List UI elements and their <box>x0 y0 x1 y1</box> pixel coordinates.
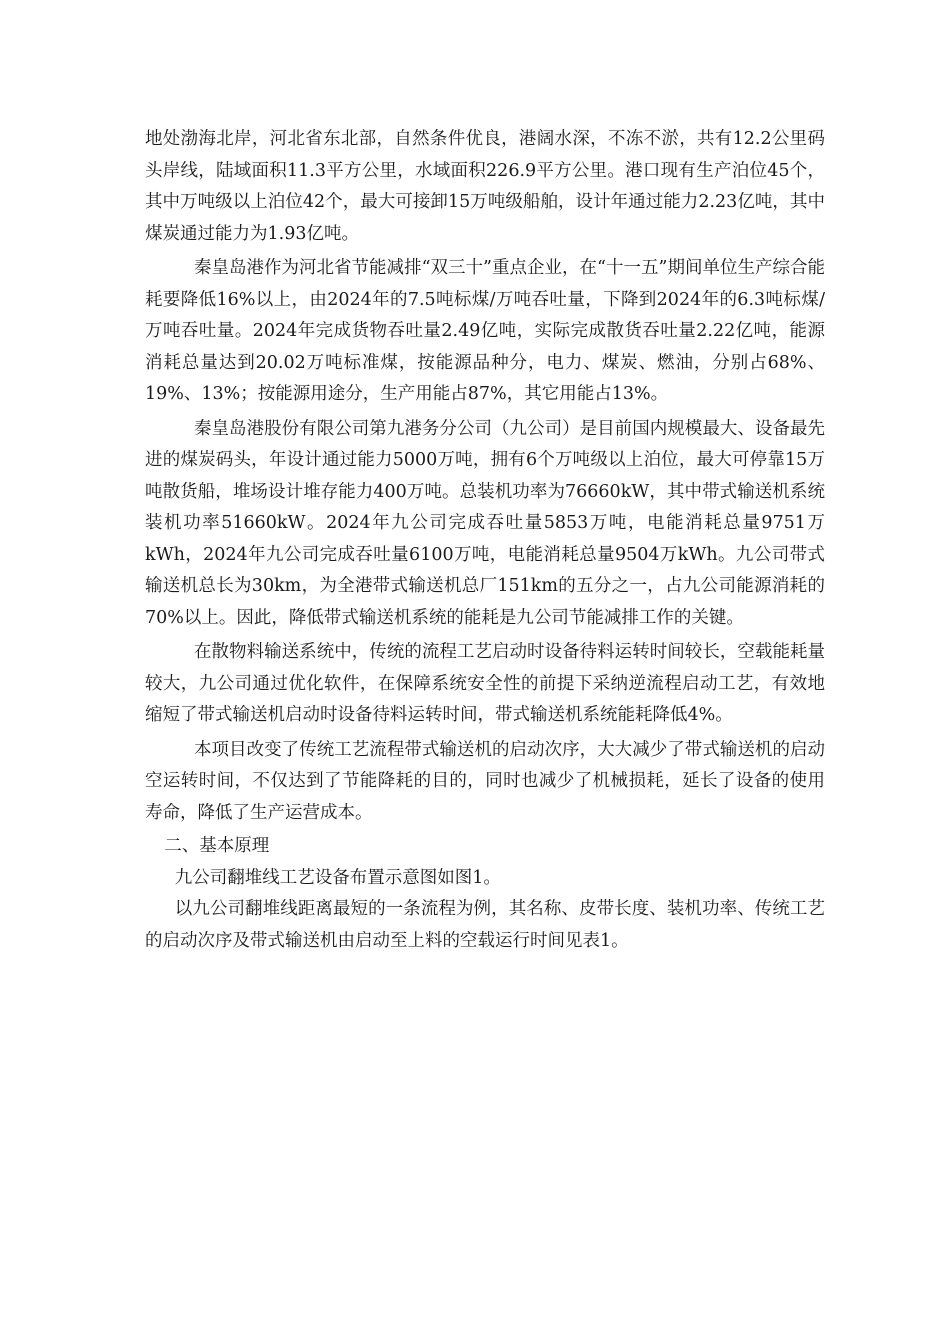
paragraph-figure-reference: 九公司翻堆线工艺设备布置示意图如图1。 <box>174 867 501 888</box>
paragraph-energy-saving: 秦皇岛港作为河北省节能减排“双三十”重点企业，在“十一五”期间单位生产综合能耗要降低16%以上，由2024年的7.5吨标煤/万吨吞吐量，下降到2024年的6.3吨标煤/万吨吞吐量。2024年完成货物吞吐量2.49亿吨，实际完成散货吞吐量2.22亿吨，能源消耗总量达到20.02万吨标准煤，按能源品种分，电力、煤炭、燃油，分别占68%、19%、13%；按能源用途分，生产用能占87%，其它用能占13%。 <box>145 258 825 404</box>
section-heading: 二、基本原理 <box>164 836 270 856</box>
document-body <box>145 124 825 957</box>
paragraph-ninth-company: 秦皇岛港股份有限公司第九港务分公司（九公司）是目前国内规模最大、设备最先进的煤炭码头，年设计通过能力5000万吨，拥有6个万吨级以上泊位，最大可停靠15万吨散货船，堆场设计堆存能力400万吨。总装机功率为76660kW，其中带式输送机系统装机功率51660kW。2024年九公司完成吞吐量5853万吨，电能消耗总量9751万kWh，2024年九公司完成吞吐量6100万吨，电能消耗总量9504万kWh。九公司带式输送机总长为30km，为全港带式输送机总厂151km的五分之一，占九公司能源消耗的70%以上。因此，降低带式输送机系统的能耗是九公司节能减排工作的关键。 <box>145 418 825 628</box>
paragraph-port-intro: 地处渤海北岸，河北省东北部，自然条件优良，港阔水深，不冻不淤，共有12.2公里码头岸线，陆域面积11.3平方公里，水域面积226.9平方公里。港口现有生产泊位45个，其中万吨级以上泊位42个，最大可接卸15万吨级船舶，设计年通过能力2.23亿吨，其中煤炭通过能力为1.93亿吨。 <box>145 129 825 244</box>
paragraph-bulk-system: 在散物料输送系统中，传统的流程工艺启动时设备待料运转时间较长，空载能耗量较大，九公司通过优化软件，在保障系统安全性的前提下采纳逆流程启动工艺，有效地缩短了带式输送机启动时设备待料运转时间，带式输送机系统能耗降低4%。 <box>145 642 825 725</box>
paragraph-project: 本项目改变了传统工艺流程带式输送机的启动次序，大大减少了带式输送机的启动空运转时间，不仅达到了节能降耗的目的，同时也减少了机械损耗，延长了设备的使用寿命，降低了生产运营成本。 <box>145 739 825 823</box>
paragraph-table-reference: 以九公司翻堆线距离最短的一条流程为例，其名称、皮带长度、装机功率、传统工艺的启动次序及带式输送机由启动至上料的空载运行时间见表1。 <box>145 899 825 951</box>
